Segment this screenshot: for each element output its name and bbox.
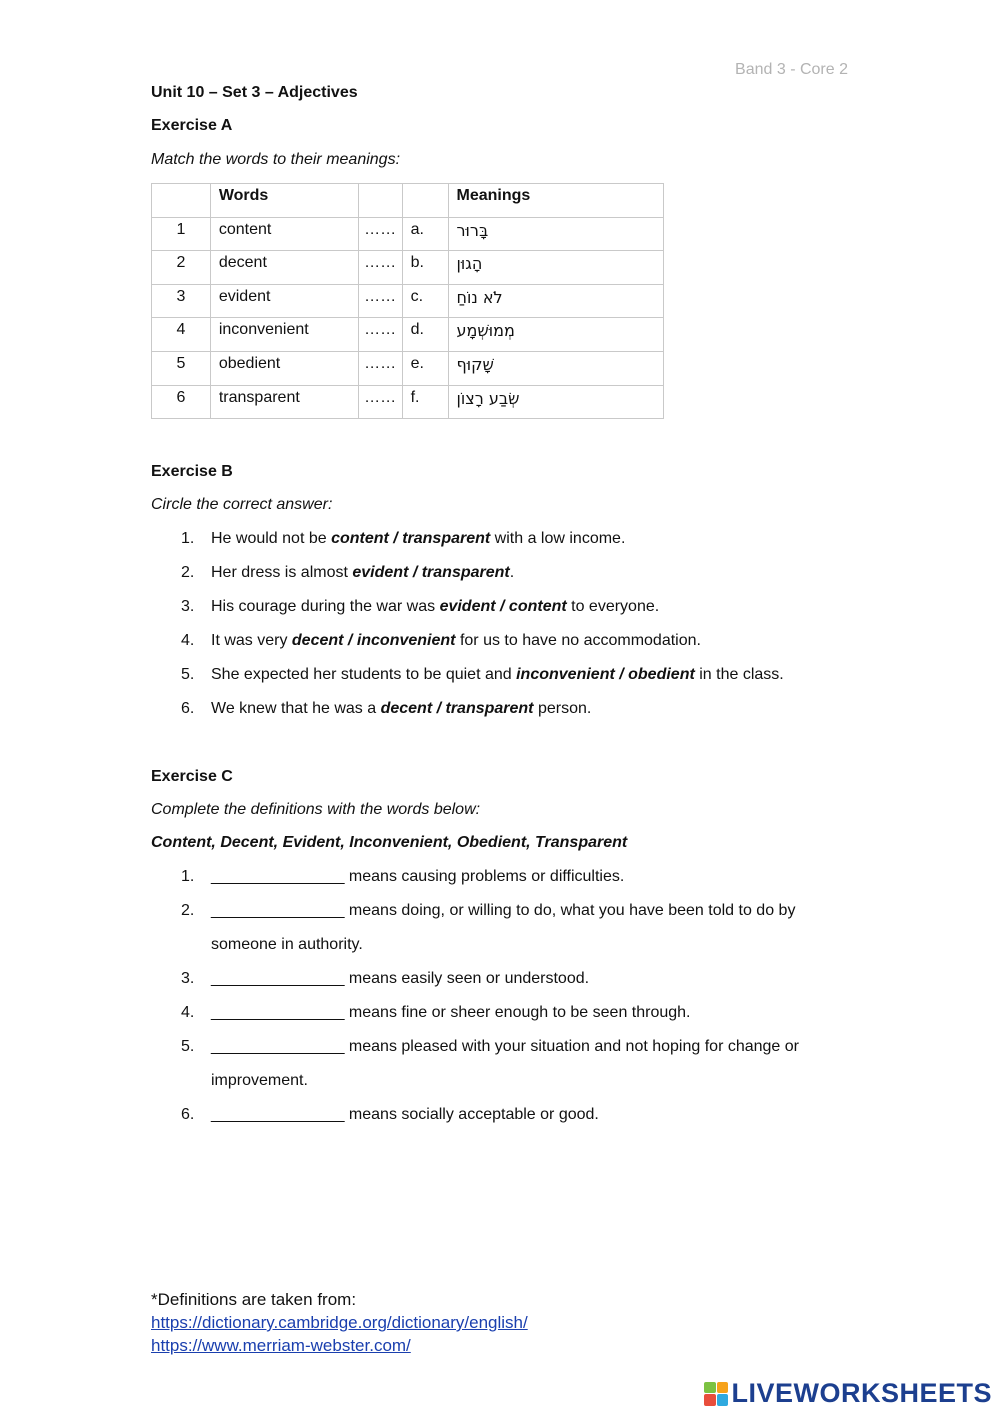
list-item bbox=[151, 590, 784, 624]
list-item bbox=[151, 996, 871, 1030]
row-letter: b. bbox=[402, 251, 448, 285]
answer-blank[interactable]: _______________ bbox=[211, 1004, 345, 1021]
exercise-b-instruction: Circle the correct answer: bbox=[151, 496, 333, 513]
row-answer-blank[interactable]: …… bbox=[358, 318, 402, 352]
exercise-a-title: Exercise A bbox=[151, 117, 233, 134]
row-number: 5 bbox=[152, 351, 211, 385]
answer-blank[interactable]: _______________ bbox=[211, 1038, 345, 1055]
row-answer-blank[interactable]: …… bbox=[358, 251, 402, 285]
table-row bbox=[152, 217, 664, 251]
word-bank: Content, Decent, Evident, Inconvenient, Obedient, Transparent bbox=[151, 834, 628, 851]
table-row bbox=[152, 385, 664, 419]
row-letter: c. bbox=[402, 284, 448, 318]
answer-blank[interactable]: _______________ bbox=[211, 902, 345, 919]
table-row bbox=[152, 318, 664, 352]
list-item bbox=[151, 658, 784, 692]
row-number: 2 bbox=[152, 251, 211, 285]
sentence-end: with a low income. bbox=[490, 530, 626, 547]
definition-continuation: someone in authority. bbox=[211, 936, 363, 953]
sentence-start: Her dress is almost bbox=[211, 564, 353, 581]
answer-choice[interactable]: content / transparent bbox=[331, 530, 491, 547]
row-letter: a. bbox=[402, 217, 448, 251]
list-item bbox=[151, 1098, 871, 1132]
list-item bbox=[151, 624, 784, 658]
table-header-row bbox=[152, 184, 664, 218]
answer-blank[interactable]: _______________ bbox=[211, 1106, 345, 1123]
exercise-c-instruction: Complete the definitions with the words below: bbox=[151, 801, 481, 818]
definition-text: means fine or sheer enough to be seen through. bbox=[344, 1004, 691, 1021]
item-number: 6. bbox=[181, 700, 195, 717]
header-cell-num bbox=[152, 184, 211, 218]
row-letter: f. bbox=[402, 385, 448, 419]
row-word: inconvenient bbox=[210, 318, 358, 352]
row-letter: d. bbox=[402, 318, 448, 352]
row-number: 6 bbox=[152, 385, 211, 419]
sentence-end: . bbox=[509, 564, 515, 581]
footer-note: *Definitions are taken from: bbox=[151, 1290, 357, 1309]
item-number: 2. bbox=[181, 902, 195, 919]
item-number: 6. bbox=[181, 1106, 195, 1123]
header-cell-words: Words bbox=[210, 184, 358, 218]
row-answer-blank[interactable]: …… bbox=[358, 284, 402, 318]
exercise-b-list bbox=[151, 522, 784, 726]
list-item bbox=[151, 692, 784, 726]
item-number: 2. bbox=[181, 564, 195, 581]
row-meaning: לֹא נוֹחַ bbox=[448, 284, 663, 318]
definition-text: means easily seen or understood. bbox=[344, 970, 590, 987]
list-item bbox=[151, 556, 784, 590]
row-word: obedient bbox=[210, 351, 358, 385]
cambridge-link[interactable]: https://dictionary.cambridge.org/dictionary/english/ bbox=[151, 1313, 528, 1332]
list-item bbox=[151, 860, 871, 894]
answer-choice[interactable]: evident / transparent bbox=[352, 564, 510, 581]
merriam-webster-link[interactable]: https://www.merriam-webster.com/ bbox=[151, 1336, 411, 1355]
row-answer-blank[interactable]: …… bbox=[358, 351, 402, 385]
item-number: 3. bbox=[181, 598, 195, 615]
answer-blank[interactable]: _______________ bbox=[211, 970, 345, 987]
row-answer-blank[interactable]: …… bbox=[358, 385, 402, 419]
sentence-start: His courage during the war was bbox=[211, 598, 440, 615]
answer-choice[interactable]: decent / inconvenient bbox=[291, 632, 456, 649]
table-row bbox=[152, 284, 664, 318]
row-word: content bbox=[210, 217, 358, 251]
liveworksheets-logo-icon bbox=[704, 1382, 728, 1406]
row-word: decent bbox=[210, 251, 358, 285]
exercise-c-list bbox=[151, 860, 871, 1132]
footer-sources bbox=[151, 1288, 528, 1357]
list-item bbox=[151, 1030, 871, 1098]
definition-text: means causing problems or difficulties. bbox=[344, 868, 625, 885]
row-number: 4 bbox=[152, 318, 211, 352]
exercise-c-title: Exercise C bbox=[151, 768, 233, 785]
item-number: 5. bbox=[181, 666, 195, 683]
row-word: evident bbox=[210, 284, 358, 318]
answer-choice[interactable]: evident / content bbox=[439, 598, 567, 615]
row-letter: e. bbox=[402, 351, 448, 385]
row-meaning: מְמוּשְׁמָע bbox=[448, 318, 663, 352]
exercise-a-instruction: Match the words to their meanings: bbox=[151, 151, 401, 168]
row-number: 3 bbox=[152, 284, 211, 318]
row-meaning: בָּרוּר bbox=[448, 217, 663, 251]
sentence-end: for us to have no accommodation. bbox=[455, 632, 701, 649]
header-cell-letter bbox=[402, 184, 448, 218]
row-word: transparent bbox=[210, 385, 358, 419]
sentence-start: It was very bbox=[211, 632, 292, 649]
item-number: 4. bbox=[181, 1004, 195, 1021]
sentence-start: We knew that he was a bbox=[211, 700, 381, 717]
sentence-end: person. bbox=[533, 700, 592, 717]
matching-table bbox=[151, 183, 664, 419]
item-number: 1. bbox=[181, 530, 195, 547]
item-number: 3. bbox=[181, 970, 195, 987]
definition-text: means doing, or willing to do, what you have been told to do by bbox=[344, 902, 796, 919]
answer-choice[interactable]: inconvenient / obedient bbox=[516, 666, 695, 683]
row-meaning: הָגוּן bbox=[448, 251, 663, 285]
sentence-end: in the class. bbox=[694, 666, 784, 683]
exercise-b-title: Exercise B bbox=[151, 463, 233, 480]
header-cell-meanings: Meanings bbox=[448, 184, 663, 218]
definition-text: means pleased with your situation and not hoping for change or bbox=[344, 1038, 799, 1055]
answer-blank[interactable]: _______________ bbox=[211, 868, 345, 885]
row-answer-blank[interactable]: …… bbox=[358, 217, 402, 251]
sentence-end: to everyone. bbox=[566, 598, 660, 615]
row-meaning: שְׂבַע רָצוֹן bbox=[448, 385, 663, 419]
item-number: 1. bbox=[181, 868, 195, 885]
header-band-label: Band 3 - Core 2 bbox=[735, 61, 848, 78]
item-number: 4. bbox=[181, 632, 195, 649]
item-number: 5. bbox=[181, 1038, 195, 1055]
definition-continuation: improvement. bbox=[211, 1072, 308, 1089]
answer-choice[interactable]: decent / transparent bbox=[380, 700, 534, 717]
row-meaning: שָׁקוּף bbox=[448, 351, 663, 385]
list-item bbox=[151, 894, 871, 962]
list-item bbox=[151, 962, 871, 996]
sentence-start: He would not be bbox=[211, 530, 332, 547]
definition-text: means socially acceptable or good. bbox=[344, 1106, 599, 1123]
table-row bbox=[152, 251, 664, 285]
header-cell-blank bbox=[358, 184, 402, 218]
row-number: 1 bbox=[152, 217, 211, 251]
list-item bbox=[151, 522, 784, 556]
sentence-start: She expected her students to be quiet and bbox=[211, 666, 517, 683]
table-row bbox=[152, 351, 664, 385]
brand-name: LIVEWORKSHEETS bbox=[731, 1378, 992, 1408]
liveworksheets-brand bbox=[704, 1378, 992, 1409]
page-title: Unit 10 – Set 3 – Adjectives bbox=[151, 84, 358, 101]
